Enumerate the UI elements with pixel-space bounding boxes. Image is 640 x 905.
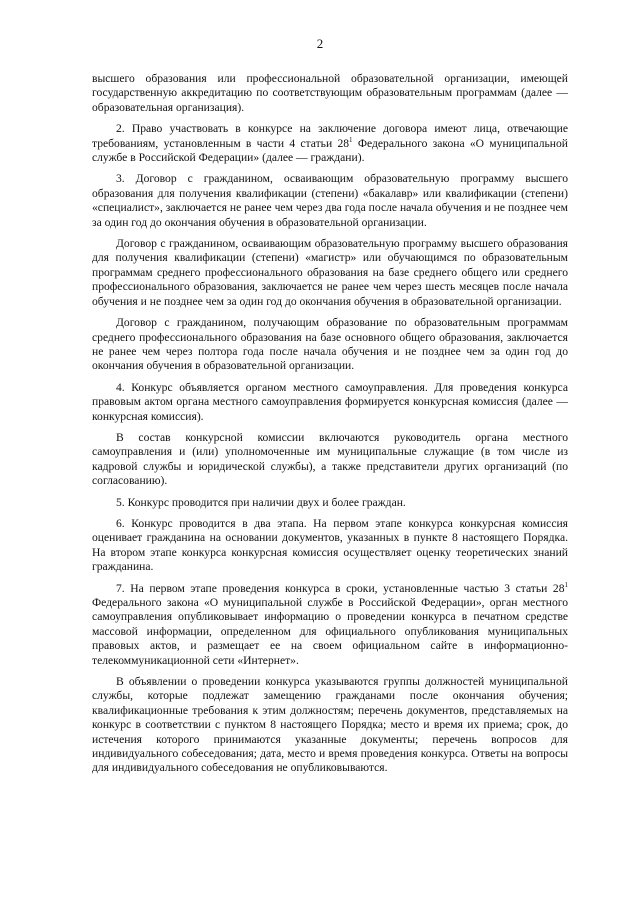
paragraph: высшего образования или профессиональной образовательной организации, имеющей государственную аккредитацию по соответствующим образовательным программам (далее — образовательная организация). bbox=[92, 72, 568, 114]
paragraph: В состав конкурсной комиссии включаются руководитель органа местного самоуправления и (или) уполномоченные им муниципальные служащие (в том числе из кадровой службы и юридической службы), а также представители других организаций (по согласованию). bbox=[92, 430, 568, 488]
paragraph: В объявлении о проведении конкурса указываются группы должностей муниципальной службы, которые подлежат замещению гражданами после окончания обучения; квалификационные требования к этим должностям; перечень документов, представляемых на конкурс в соответствии с пунктом 8 настоящего Порядка; место и время их приема; срок, до истечения которого принимаются указанные документы; перечень вопросов для индивидуального собеседования; дата, место и время проведения конкурса. Ответы на вопросы для индивидуального собеседования не опубликовываются. bbox=[92, 675, 568, 775]
paragraph: Договор с гражданином, осваивающим образовательную программу высшего образования для получения квалификации (степени) «магистр» или обучающимся по образовательным программам среднего профессионального образования на базе среднего общего или среднего профессионального образования, заключается не ранее чем через шесть месяцев после начала обучения и не позднее чем за один год до окончания обучения в образовательной организации. bbox=[92, 237, 568, 308]
paragraph: Договор с гражданином, получающим образование по образовательным программам среднего профессионального образования на базе основного общего образования, заключается не ранее чем через полтора года после начала обучения и не позднее чем за один год до окончания обучения в образовательной организации. bbox=[92, 316, 568, 373]
footnote-superscript: 1 bbox=[564, 580, 568, 589]
paragraph: 3. Договор с гражданином, осваивающим образовательную программу высшего образования для получения квалификации (степени) «бакалавр» или квалификации (степени) «специалист», заключается не ранее чем через два года после начала обучения и не позднее чем за один год до окончания обучения в образовательной организации. bbox=[92, 172, 568, 229]
page-number: 2 bbox=[316, 36, 324, 51]
document-body bbox=[92, 72, 568, 783]
paragraph: 6. Конкурс проводится в два этапа. На первом этапе конкурса конкурсная комиссия оценивает гражданина на основании документов, указанных в пункте 8 настоящего Порядка. На втором этапе конкурса конкурсная комиссия осуществляет оценку теоретических знаний гражданина. bbox=[92, 516, 568, 574]
paragraph: 5. Конкурс проводится при наличии двух и более граждан. bbox=[116, 495, 406, 509]
paragraph: 4. Конкурс объявляется органом местного самоуправления. Для проведения конкурса правовым актом органа местного самоуправления формируется конкурсная комиссия (далее — конкурсная комиссия). bbox=[92, 380, 568, 423]
paragraph: 7. На первом этапе проведения конкурса в сроки, установленные частью 3 статьи $28^1$ Федерального закона «О муниципальной службе в Российской Федерации», орган местного самоуправления опубликовывает информацию о проведении конкурса в печатном средстве массовой информации, определенном для официального опубликования муниципальных правовых актов, и размещает ее на своем официальном сайте в информационно-телекоммуникационной сети «Интернет». bbox=[92, 580, 568, 667]
footnote-superscript: 1 bbox=[349, 135, 353, 144]
paragraph: 2. Право участвовать в конкурсе на заключение договора имеют лица, отвечающие требованиям, установленным в части 4 статьи $28^1$ Федерального закона «О муниципальной службе в Российской Федерации» (далее — граждани). bbox=[92, 122, 568, 165]
